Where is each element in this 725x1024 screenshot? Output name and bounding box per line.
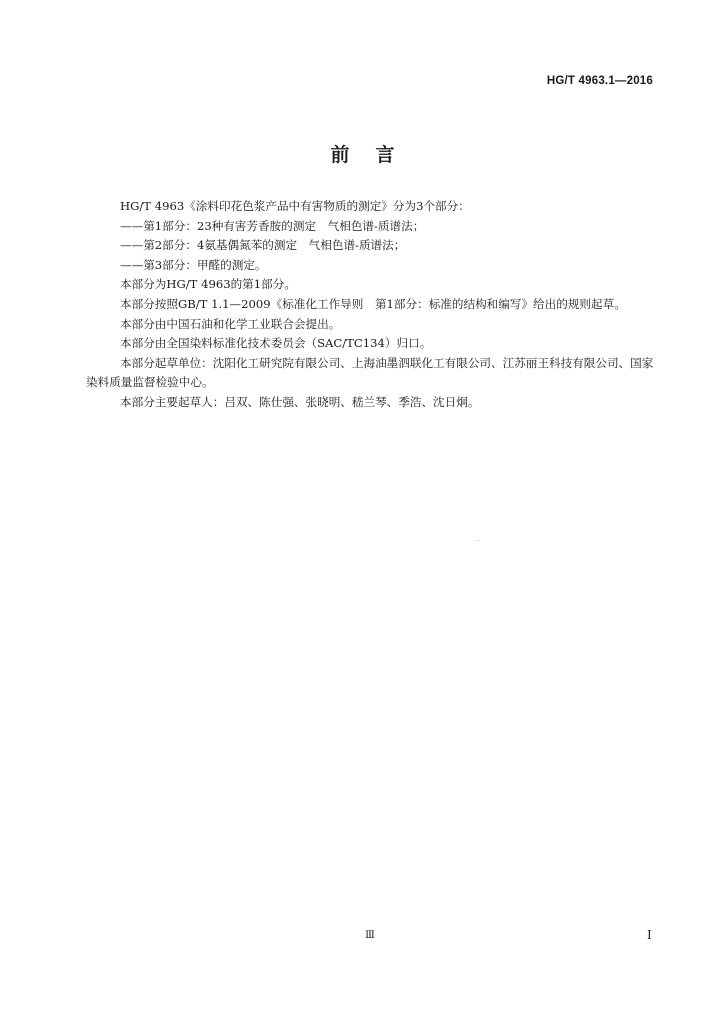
committee-paragraph: 本部分由全国染料标准化技术委员会（SAC/TC134）归口。 xyxy=(120,336,432,351)
intro-paragraph: HG/T 4963《涂料印花色浆产品中有害物质的测定》分为3个部分： xyxy=(120,199,470,213)
page-number: Ⅲ xyxy=(365,930,375,941)
part-3-item: ——第3部分：甲醛的测定。 xyxy=(120,257,267,272)
scan-speck xyxy=(478,540,479,541)
part-2-item: ——第2部分：4氨基偶氮苯的测定 气相色谱-质谱法； xyxy=(120,238,406,253)
part-1-item: ——第1部分：23种有害芳香胺的测定 气相色谱-质谱法； xyxy=(120,218,425,233)
proposer-paragraph: 本部分由中国石油和化学工业联合会提出。 xyxy=(120,316,341,331)
page-edge-mark: I xyxy=(647,928,652,942)
foreword-body xyxy=(86,197,658,413)
part-statement: 本部分为HG/T 4963的第1部分。 xyxy=(120,277,296,292)
page-title: 前言 xyxy=(330,144,421,166)
drafting-units-paragraph: 本部分起草单位：沈阳化工研究院有限公司、上海油墨泗联化工有限公司、江苏丽王科技有限公司、国家染料质量监督检验中心。 xyxy=(86,355,654,390)
drafters-paragraph: 本部分主要起草人：吕双、陈仕强、张晓明、嵇兰琴、季浩、沈日炯。 xyxy=(120,394,480,409)
standard-code: HG/T 4963.1—2016 xyxy=(546,75,653,87)
drafting-rules-paragraph: 本部分按照GB/T 1.1—2009《标准化工作导则 第1部分：标准的结构和编写》给出的规则起草。 xyxy=(120,296,626,311)
